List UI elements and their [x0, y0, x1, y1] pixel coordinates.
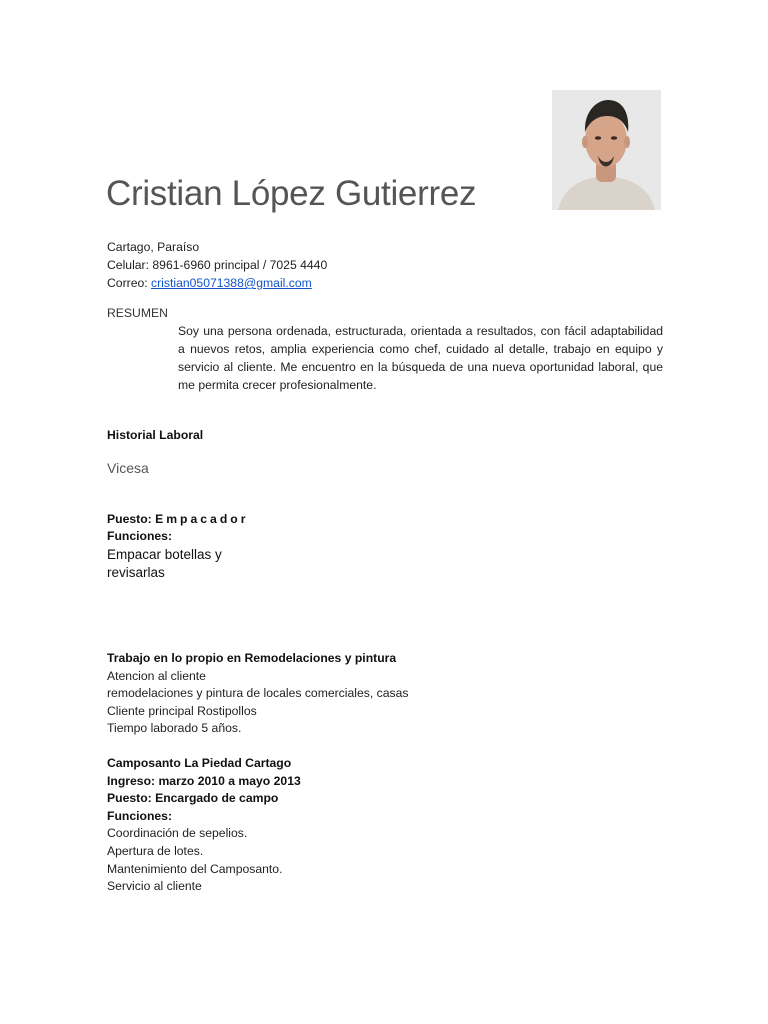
- job-position: Puesto: Encargado de campo: [107, 791, 279, 806]
- job-line: Servicio al cliente: [107, 879, 202, 894]
- work-history-heading: Historial Laboral: [107, 428, 204, 442]
- phone-number: 8961-6960 principal / 7025 4440: [152, 258, 328, 272]
- email-label: Correo:: [107, 276, 148, 290]
- job-line: Cliente principal Rostipollos: [107, 703, 257, 718]
- job-vicesa: [107, 511, 248, 582]
- functions-text: Empacar botellas y revisarlas: [107, 547, 222, 580]
- job-line: Coordinación de sepelios.: [107, 826, 248, 841]
- job-line: Atencion al cliente: [107, 668, 206, 683]
- job-title: Trabajo en lo propio en Remodelaciones y pintura: [107, 651, 397, 665]
- job-position-line: [107, 511, 248, 528]
- job-line: Mantenimiento del Camposanto.: [107, 861, 283, 876]
- phone-label: Celular:: [107, 258, 149, 272]
- summary-heading: RESUMEN: [107, 306, 168, 320]
- summary-text: Soy una persona ordenada, estructurada, orientada a resultados, con fácil adaptabilidad a nuevos retos, amplia experiencia como chef, cuidado al detalle, trabajo en equipo y servicio al cliente. Me encuentro en la búsqueda de una nueva oportunidad laboral, que me permita crecer profesionalmente.: [178, 324, 663, 392]
- job-title: Camposanto La Piedad Cartago: [107, 756, 292, 770]
- job-line: remodelaciones y pintura de locales comerciales, casas: [107, 686, 409, 701]
- functions-label: Funciones:: [107, 808, 173, 823]
- profile-photo-image: [552, 90, 661, 210]
- job-ingreso: Ingreso: marzo 2010 a mayo 2013: [107, 773, 301, 788]
- email-line: [107, 274, 327, 292]
- candidate-name: Cristian López Gutierrez: [106, 174, 477, 213]
- job-line: Tiempo laborado 5 años.: [107, 721, 242, 736]
- contact-block: [107, 238, 327, 292]
- phone-line: [107, 256, 327, 274]
- job-line: Apertura de lotes.: [107, 843, 204, 858]
- job-camposanto: [107, 755, 301, 896]
- job-company: Vicesa: [107, 460, 149, 476]
- job-remodelaciones: [107, 650, 408, 738]
- profile-photo: [552, 90, 661, 210]
- email-link[interactable]: cristian05071388@gmail.com: [151, 276, 312, 290]
- position-value: Empacador: [155, 512, 249, 526]
- functions-label: Funciones:: [107, 529, 173, 543]
- location: Cartago, Paraíso: [107, 240, 200, 254]
- position-label: Puesto:: [107, 512, 152, 526]
